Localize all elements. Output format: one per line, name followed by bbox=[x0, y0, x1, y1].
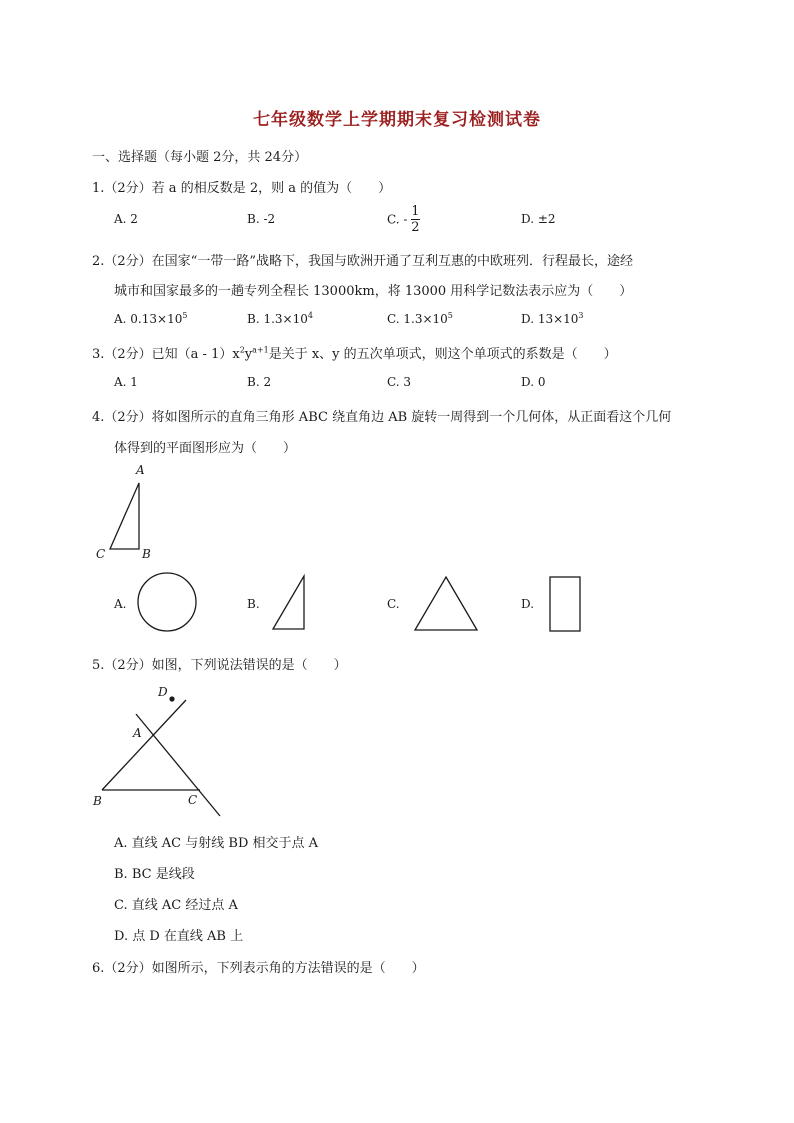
q1-option-a: A. 2 bbox=[114, 212, 138, 226]
q3-option-c: C. 3 bbox=[387, 375, 412, 389]
question-2-line-2: 城市和国家最多的一趟专列全程长 13000km，将 13000 用科学记数法表示应为（ ） bbox=[114, 284, 633, 299]
q3-stem-start: 3.（2分）已知（a - 1）x bbox=[92, 347, 240, 362]
q3-variable-y: y bbox=[244, 347, 253, 362]
q2-option-b-exponent: 4 bbox=[307, 311, 313, 320]
question-6: 6.（2分）如图所示，下列表示角的方法错误的是（ ） bbox=[92, 961, 425, 976]
right-triangle-shape bbox=[273, 576, 304, 629]
q1-option-b: B. -2 bbox=[247, 212, 276, 226]
q4-option-c-label: C. bbox=[387, 597, 400, 611]
vertex-label-b: B bbox=[142, 547, 151, 561]
q4-option-a-label: A. bbox=[114, 597, 127, 611]
q5-option-b: B. BC 是线段 bbox=[114, 867, 195, 882]
isosceles-triangle-option-figure bbox=[412, 574, 480, 634]
q3-exponent-y: a+1 bbox=[252, 345, 269, 355]
question-4-line-2: 体得到的平面图形应为（ ） bbox=[114, 441, 297, 456]
question-4-line-1: 4.（2分）将如图所示的直角三角形 ABC 绕直角边 AB 旋转一周得到一个几何体，从正面看这个几何 bbox=[92, 410, 672, 425]
q3-stem-end: 是关于 x、y 的五次单项式，则这个单项式的系数是（ ） bbox=[268, 347, 617, 362]
fraction-denominator: 2 bbox=[411, 220, 420, 235]
q3-option-a: A. 1 bbox=[114, 375, 138, 389]
question-5: 5.（2分）如图，下列说法错误的是（ ） bbox=[92, 658, 347, 673]
vertex-label-a: A bbox=[136, 463, 145, 477]
triangle-abc bbox=[110, 483, 139, 549]
line-triangle-figure bbox=[90, 676, 230, 818]
point-label-c: C bbox=[188, 793, 198, 807]
q5-option-d: D. 点 D 在直线 AB 上 bbox=[114, 929, 244, 944]
q2-option-c-exponent: 5 bbox=[447, 311, 453, 320]
q3-exponent-x: 2 bbox=[239, 345, 245, 355]
point-label-b: B bbox=[93, 794, 102, 808]
q4-option-b-label: B. bbox=[247, 597, 260, 611]
line-ac bbox=[136, 714, 220, 816]
point-d bbox=[169, 696, 174, 701]
isosceles-triangle-shape bbox=[415, 577, 477, 630]
question-1: 1.（2分）若 a 的相反数是 2，则 a 的值为（ ） bbox=[92, 181, 392, 196]
fraction bbox=[411, 204, 419, 235]
q1-option-c bbox=[387, 204, 420, 235]
q2-option-d-exponent: 3 bbox=[578, 311, 584, 320]
q2-option-d bbox=[521, 312, 584, 326]
q2-option-a-base: A. 0.13×10 bbox=[114, 312, 183, 326]
point-label-a: A bbox=[133, 726, 142, 740]
section-heading: 一、选择题（每小题 2分，共 24分） bbox=[92, 150, 308, 165]
q2-option-c bbox=[387, 312, 453, 326]
q1-option-d: D. ±2 bbox=[521, 212, 556, 226]
q3-option-d: D. 0 bbox=[521, 375, 546, 389]
right-triangle-option-figure bbox=[270, 573, 310, 633]
circle-shape bbox=[138, 573, 196, 631]
fraction-numerator: 1 bbox=[411, 204, 420, 219]
question-2-line-1: 2.（2分）在国家“一带一路”战略下，我国与欧洲开通了互利互惠的中欧班列．行程最长，途经 bbox=[92, 254, 633, 269]
q2-option-d-base: D. 13×10 bbox=[521, 312, 579, 326]
ray-bd bbox=[102, 700, 186, 790]
q1-option-c-prefix: C. - bbox=[387, 212, 408, 227]
q2-option-b bbox=[247, 312, 313, 326]
q2-option-a-exponent: 5 bbox=[182, 311, 188, 320]
point-label-d: D bbox=[158, 685, 168, 699]
rectangle-shape bbox=[550, 577, 580, 631]
right-triangle-figure bbox=[92, 458, 162, 564]
vertex-label-c: C bbox=[96, 547, 106, 561]
q2-option-c-base: C. 1.3×10 bbox=[387, 312, 448, 326]
q4-option-d-label: D. bbox=[521, 597, 535, 611]
q2-option-a bbox=[114, 312, 187, 326]
q2-option-b-base: B. 1.3×10 bbox=[247, 312, 308, 326]
page-title: 七年级数学上学期期末复习检测试卷 bbox=[253, 110, 541, 130]
q5-option-a: A. 直线 AC 与射线 BD 相交于点 A bbox=[114, 836, 319, 851]
q5-option-c: C. 直线 AC 经过点 A bbox=[114, 898, 238, 913]
rectangle-option-figure bbox=[547, 574, 583, 634]
question-3 bbox=[92, 343, 617, 362]
circle-option-figure bbox=[136, 571, 198, 633]
q3-option-b: B. 2 bbox=[247, 375, 272, 389]
